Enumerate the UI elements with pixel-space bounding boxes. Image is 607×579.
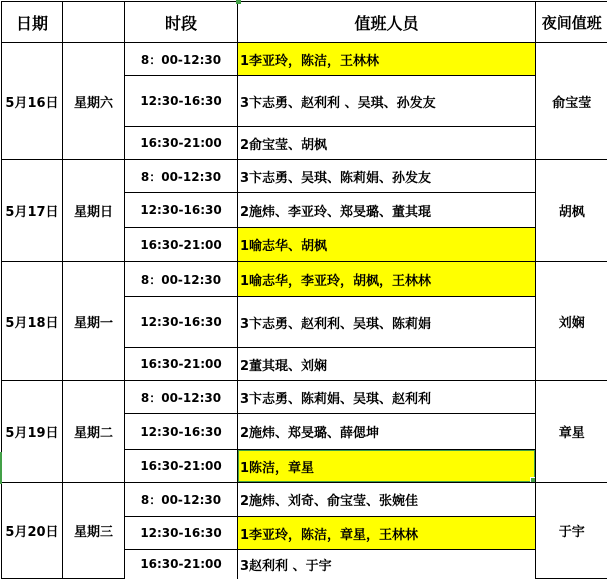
header-staff[interactable]: 值班人员	[238, 2, 536, 43]
time-cell[interactable]: 16:30-21:00	[125, 450, 238, 483]
time-cell[interactable]: 12:30-16:30	[125, 76, 238, 127]
time-cell[interactable]: 8：00-12:30	[125, 262, 238, 297]
night-duty-cell[interactable]: 章星	[536, 381, 607, 483]
header-date[interactable]: 日期	[2, 2, 63, 43]
header-time[interactable]: 时段	[125, 2, 238, 43]
night-duty-cell[interactable]: 于宇	[536, 483, 607, 579]
time-cell[interactable]: 12:30-16:30	[125, 193, 238, 228]
staff-cell[interactable]: 2施炜、刘奇、俞宝莹、张婉佳	[238, 483, 536, 517]
header-row	[2, 2, 607, 43]
time-cell[interactable]: 12:30-16:30	[125, 297, 238, 348]
table-row	[2, 381, 607, 414]
date-cell[interactable]: 5月18日	[2, 262, 63, 381]
weekday-cell[interactable]: 星期六	[63, 43, 125, 160]
date-cell[interactable]: 5月16日	[2, 43, 63, 160]
staff-cell[interactable]: 3卞志勇、赵利利、吴琪、陈莉娟	[238, 297, 536, 348]
time-cell[interactable]: 12:30-16:30	[125, 517, 238, 550]
night-duty-cell[interactable]: 刘娴	[536, 262, 607, 381]
staff-cell[interactable]: 2施炜、李亚玲、郑旻璐、董其琨	[238, 193, 536, 228]
staff-cell-highlighted[interactable]: 1李亚玲，陈洁，章星，王林林	[238, 517, 536, 550]
time-cell[interactable]: 16:30-21:00	[125, 228, 238, 262]
selection-top-artifact	[236, 0, 241, 4]
table-row	[2, 483, 607, 517]
header-night-duty[interactable]: 夜间值班	[536, 2, 607, 43]
date-cell[interactable]: 5月19日	[2, 381, 63, 483]
weekday-cell[interactable]: 星期日	[63, 160, 125, 262]
night-duty-cell[interactable]: 胡枫	[536, 160, 607, 262]
weekday-cell[interactable]: 星期一	[63, 262, 125, 381]
table-row	[2, 43, 607, 76]
duty-schedule-table	[1, 1, 607, 579]
staff-cell-highlighted[interactable]: 1喻志华、胡枫	[238, 228, 536, 262]
time-cell[interactable]: 8：00-12:30	[125, 483, 238, 517]
night-duty-cell[interactable]: 俞宝莹	[536, 43, 607, 160]
date-cell[interactable]: 5月17日	[2, 160, 63, 262]
staff-cell[interactable]: 2施炜、郑旻璐、薛偲坤	[238, 414, 536, 450]
selected-cell-text: 1陈洁，章星	[240, 460, 315, 476]
selected-staff-cell[interactable]	[238, 450, 536, 483]
time-cell[interactable]: 16:30-21:00	[125, 127, 238, 160]
selection-edge-artifact	[0, 452, 2, 484]
time-cell[interactable]: 8：00-12:30	[125, 160, 238, 193]
staff-cell[interactable]: 2董其琨、刘娴	[238, 348, 536, 381]
time-cell[interactable]: 8：00-12:30	[125, 381, 238, 414]
weekday-cell[interactable]: 星期二	[63, 381, 125, 483]
selection-fill-handle[interactable]	[530, 477, 536, 483]
header-weekday[interactable]	[63, 2, 125, 43]
staff-cell-highlighted[interactable]: 1喻志华，李亚玲，胡枫，王林林	[238, 262, 536, 297]
table-row	[2, 262, 607, 297]
staff-cell[interactable]: 2俞宝莹、胡枫	[238, 127, 536, 160]
staff-cell[interactable]: 3卞志勇、陈莉娟、吴琪、赵利利	[238, 381, 536, 414]
time-cell[interactable]: 12:30-16:30	[125, 414, 238, 450]
time-cell[interactable]: 16:30-21:00	[125, 348, 238, 381]
staff-cell[interactable]: 3卞志勇、赵利利 、吴琪、孙发友	[238, 76, 536, 127]
staff-cell[interactable]: 3赵利利 、于宇	[238, 550, 536, 579]
time-cell[interactable]: 16:30-21:00	[125, 550, 238, 579]
date-cell[interactable]: 5月20日	[2, 483, 63, 579]
time-cell[interactable]: 8：00-12:30	[125, 43, 238, 76]
staff-cell[interactable]: 3卞志勇、吴琪、陈莉娟、孙发友	[238, 160, 536, 193]
table-row	[2, 160, 607, 193]
weekday-cell[interactable]: 星期三	[63, 483, 125, 579]
staff-cell-highlighted[interactable]: 1李亚玲，陈洁，王林林	[238, 43, 536, 76]
